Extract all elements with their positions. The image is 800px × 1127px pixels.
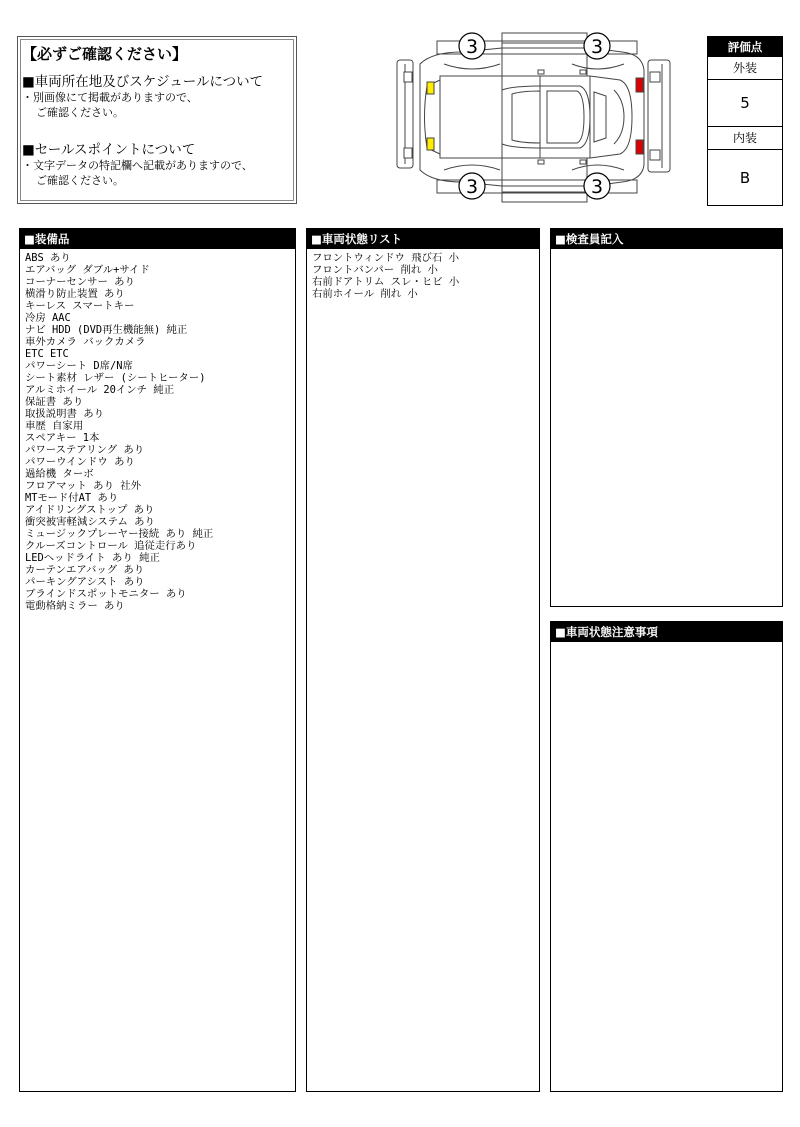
tire-mark-left-top: 3 <box>465 36 479 58</box>
equipment-item: アルミホイール 20インチ 純正 <box>25 384 175 396</box>
equipment-item: パワーウインドウ あり <box>25 456 135 468</box>
equipment-panel <box>19 228 296 1092</box>
yellow-status-mark <box>427 82 434 94</box>
equipment-item: スペアキー 1本 <box>25 432 100 444</box>
equipment-header: ■装備品 <box>20 229 295 249</box>
notice-location-line: ・別画像にて掲載がありますので、 <box>22 91 198 104</box>
equipment-item: 取扱説明書 あり <box>25 408 104 420</box>
notice-salespoint-line: ・文字データの特記欄へ記載がありますので、 <box>22 159 253 172</box>
equipment-item: フロアマット あり 社外 <box>25 480 142 492</box>
tire-mark-left-bottom: 3 <box>465 176 479 198</box>
status-item: フロントバンパー 削れ 小 <box>312 264 438 276</box>
equipment-list <box>20 249 295 615</box>
equipment-item: 車歴 自家用 <box>25 420 84 432</box>
interior-label: 内装 <box>708 127 782 150</box>
equipment-item: クルーズコントロール 追従走行あり <box>25 540 197 552</box>
car-condition-diagram <box>392 30 682 205</box>
equipment-item: 保証書 あり <box>25 396 84 408</box>
rating-box <box>707 36 783 206</box>
equipment-item: シート素材 レザー (シートヒーター) <box>25 372 206 384</box>
equipment-item: ミュージックプレーヤー接続 あり 純正 <box>25 528 214 540</box>
exterior-label: 外装 <box>708 57 782 80</box>
equipment-item: 冷房 AAC <box>25 312 71 324</box>
equipment-item: 電動格納ミラー あり <box>25 600 125 612</box>
tire-mark-right-bottom: 3 <box>590 176 604 198</box>
equipment-item: MTモード付AT あり <box>25 492 119 504</box>
equipment-item: ブラインドスポットモニター あり <box>25 588 187 600</box>
inspector-entry-panel <box>550 228 783 607</box>
equipment-item: カーテンエアバッグ あり <box>25 564 145 576</box>
equipment-item: キーレス スマートキー <box>25 300 135 312</box>
equipment-item: ETC ETC <box>25 348 69 360</box>
rating-header: 評価点 <box>708 37 782 57</box>
red-status-mark <box>636 140 643 154</box>
equipment-item: コーナーセンサー あり <box>25 276 135 288</box>
equipment-item: アイドリングストップ あり <box>25 504 155 516</box>
equipment-item: 過給機 ターボ <box>25 468 94 480</box>
equipment-item: エアバッグ ダブル+サイド <box>25 264 150 276</box>
red-status-mark <box>636 78 643 92</box>
equipment-item: パワーシート D席/N席 <box>25 360 133 372</box>
status-item: 右前ドアトリム スレ・ヒビ 小 <box>312 276 460 288</box>
equipment-item: LEDヘッドライト あり 純正 <box>25 552 160 564</box>
vehicle-status-header: ■車両状態リスト <box>307 229 539 249</box>
notice-location-line: ご確認ください。 <box>36 106 124 119</box>
condition-notes-panel <box>550 621 783 1092</box>
condition-notes-header: ■車両状態注意事項 <box>551 622 782 642</box>
notice-location-heading: ■車両所在地及びスケジュールについて <box>22 74 264 90</box>
equipment-item: パーキングアシスト あり <box>25 576 145 588</box>
equipment-item: 横滑り防止装置 あり <box>25 288 125 300</box>
yellow-status-mark <box>427 138 434 150</box>
equipment-item: パワーステアリング あり <box>25 444 145 456</box>
vehicle-status-list <box>307 249 539 303</box>
exterior-score: 5 <box>708 80 782 127</box>
inspector-entry-header: ■検査員記入 <box>551 229 782 249</box>
notice-box <box>17 36 297 204</box>
notice-salespoint-heading: ■セールスポイントについて <box>22 142 196 158</box>
vehicle-status-panel <box>306 228 540 1092</box>
equipment-item: ABS あり <box>25 252 71 264</box>
tire-mark-right-top: 3 <box>590 36 604 58</box>
interior-score: B <box>739 169 751 187</box>
equipment-item: 車外カメラ バックカメラ <box>25 336 146 348</box>
status-item: 右前ホイール 削れ 小 <box>312 288 418 300</box>
status-item: フロントウィンドウ 飛び石 小 <box>312 252 459 264</box>
equipment-item: ナビ HDD (DVD再生機能無) 純正 <box>25 324 188 336</box>
notice-salespoint-line: ご確認ください。 <box>36 174 124 187</box>
equipment-item: 衝突被害軽減システム あり <box>25 516 155 528</box>
notice-title: 【必ずご確認ください】 <box>22 45 188 63</box>
